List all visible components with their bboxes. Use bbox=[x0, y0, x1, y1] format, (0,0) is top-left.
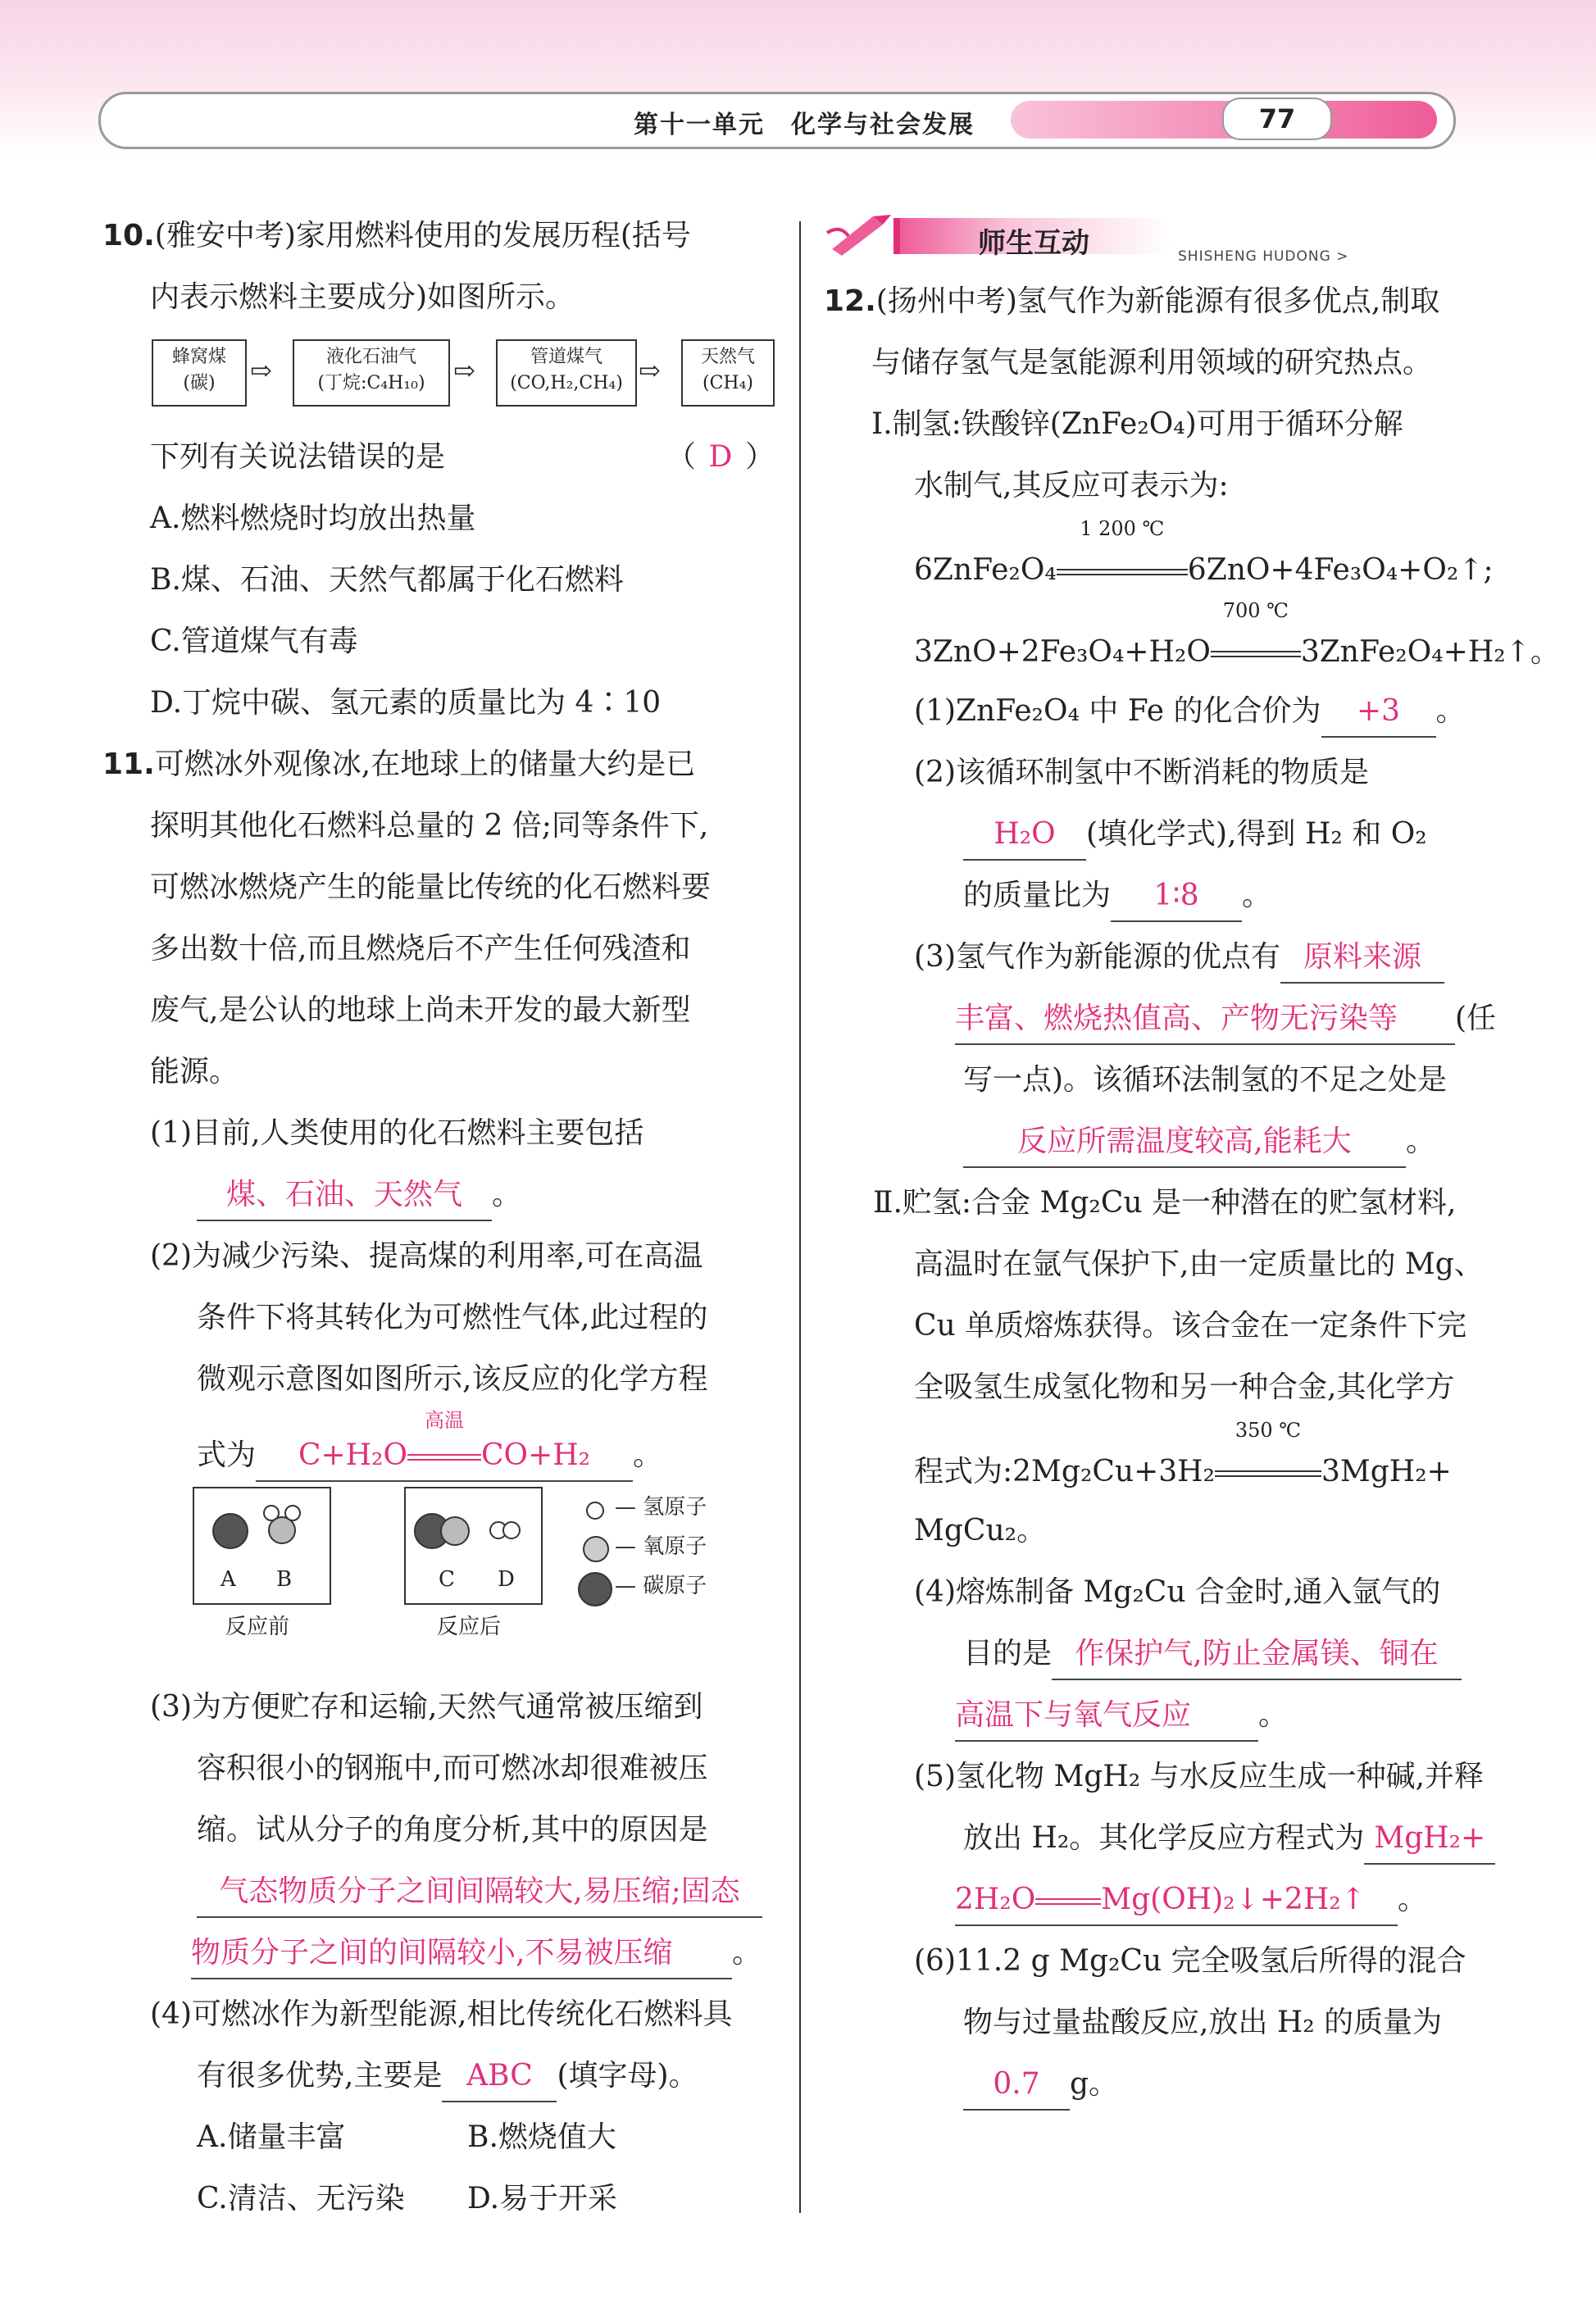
q11-p3-answer-2: 物质分子之间的间隔较小,不易被压缩 bbox=[191, 1929, 732, 1979]
section-pinyin: SHISHENG HUDONG > bbox=[1178, 248, 1349, 265]
text-fragment: g。 bbox=[1070, 2067, 1119, 2101]
equals-sign bbox=[1057, 569, 1188, 575]
q12-s3-answer-3: 反应所需温度较高,能耗大 bbox=[963, 1117, 1406, 1168]
reaction-condition bbox=[1215, 1419, 1321, 1502]
text-fragment: 目的是 bbox=[963, 1637, 1053, 1670]
text-fragment: （ bbox=[666, 440, 696, 474]
equals-sign bbox=[1211, 651, 1301, 657]
q12-s2-line1: (2)该循环制氢中不断消耗的物质是 bbox=[914, 756, 1369, 789]
text-fragment: 。 bbox=[1435, 694, 1466, 728]
q12-s5-line2 bbox=[824, 1807, 1512, 1869]
text-fragment: (CH₄) bbox=[702, 373, 753, 393]
after-caption: 反应后 bbox=[437, 1615, 502, 1639]
q12-part2-line2: 高温时在氩气保护下,由一定质量比的 Mg、 bbox=[914, 1247, 1484, 1281]
q11-p3-line1: (3)为方便贮存和运输,天然气通常被压缩到 bbox=[150, 1690, 703, 1724]
q11-p3-line3: 缩。试从分子的角度分析,其中的原因是 bbox=[197, 1813, 708, 1847]
q11-intro-5: 废气,是公认的地球上尚未开发的最大新型 bbox=[150, 993, 691, 1027]
micro-reaction-diagram bbox=[102, 1475, 783, 1676]
q12-s3-answer-1: 原料来源 bbox=[1280, 933, 1444, 984]
q10-option-b: B.煤、石油、天然气都属于化石燃料 bbox=[150, 563, 624, 597]
page-header bbox=[98, 92, 1456, 149]
q10-option-d: D.丁烷中碳、氢元素的质量比为 4∶10 bbox=[150, 686, 662, 720]
text-fragment: ） bbox=[744, 440, 775, 474]
text-fragment: Mg(OH)₂↓+2H₂↑ bbox=[1101, 1883, 1366, 1916]
q10-line2: 内表示燃料主要成分)如图所示。 bbox=[150, 280, 575, 314]
q12-equation-2 bbox=[824, 598, 1560, 680]
q12-s5-answer-1: MgH₂+ bbox=[1364, 1814, 1495, 1865]
oxygen-atom-icon bbox=[583, 1536, 609, 1562]
text-fragment: 6ZnO+4Fe₃O₄+O₂↑; bbox=[1187, 553, 1494, 587]
reaction-condition bbox=[1057, 517, 1188, 601]
q12-s4-line2 bbox=[824, 1623, 1512, 1684]
flow-box-lpg bbox=[293, 339, 450, 407]
q12-s2-answer: H₂O bbox=[963, 810, 1086, 861]
text-fragment: 。 bbox=[1242, 879, 1272, 912]
hydrogen-atom-icon bbox=[263, 1505, 280, 1521]
q10-option-c: C.管道煤气有毒 bbox=[150, 625, 358, 658]
flow-box-coal bbox=[152, 339, 247, 407]
carbon-atom-icon bbox=[578, 1572, 612, 1606]
hydrogen-atom-icon bbox=[586, 1502, 604, 1520]
text-fragment: — 氢原子 bbox=[615, 1495, 707, 1520]
q12-s5-line3 bbox=[824, 1869, 1512, 1930]
text-fragment: D.易于开采 bbox=[467, 2182, 618, 2215]
q11-p3-answer2-line bbox=[102, 1922, 783, 1984]
text-fragment: 6ZnFe₂O₄ bbox=[914, 553, 1057, 587]
right-column bbox=[824, 205, 1560, 2115]
q10-answer-paren bbox=[666, 426, 775, 488]
flow-box-pipe-gas bbox=[496, 339, 637, 407]
q11-p2-line1: (2)为减少污染、提高煤的利用率,可在高温 bbox=[150, 1239, 703, 1273]
carbon-atom-icon bbox=[212, 1513, 248, 1549]
text-fragment: 。 bbox=[633, 1438, 663, 1472]
pen-icon bbox=[824, 208, 898, 257]
text-fragment: B bbox=[276, 1567, 293, 1592]
equals-sign bbox=[1035, 1898, 1101, 1905]
before-reaction-box bbox=[193, 1487, 331, 1605]
q12-equation-1 bbox=[824, 516, 1512, 598]
q12-s3-answer-2: 丰富、燃烧热值高、产物无污染等 bbox=[955, 994, 1455, 1045]
text-fragment: 天然气 bbox=[700, 347, 755, 367]
text-fragment: 2H₂O bbox=[955, 1883, 1036, 1916]
q12-line1 bbox=[824, 270, 1512, 332]
q11-options-row2 bbox=[102, 2168, 783, 2229]
unit-title: 第十一单元 化学与社会发展 bbox=[634, 111, 975, 139]
text-fragment: (3)氢气作为新能源的优点有 bbox=[914, 940, 1280, 974]
reaction-condition bbox=[407, 1409, 481, 1480]
text-fragment: 。 bbox=[1258, 1698, 1289, 1732]
before-caption: 反应前 bbox=[225, 1615, 290, 1639]
q12-s2-line3 bbox=[824, 865, 1512, 926]
text-fragment: 蜂窝煤 bbox=[171, 347, 226, 367]
q10-answer: D bbox=[708, 440, 733, 474]
section-title: 师生互动 bbox=[978, 227, 1089, 260]
text-fragment: (1)ZnFe₂O₄ 中 Fe 的化合价为 bbox=[914, 694, 1321, 728]
text-fragment: — 氧原子 bbox=[615, 1534, 707, 1559]
q12-s4-answer-2: 高温下与氧气反应 bbox=[955, 1691, 1258, 1742]
text-fragment: 1 200 ℃ bbox=[1080, 517, 1165, 540]
q11-p4-answer: ABC bbox=[442, 2052, 557, 2102]
text-fragment: 式为 bbox=[197, 1438, 257, 1472]
q12-s3-line4 bbox=[824, 1111, 1512, 1172]
hydrogen-atom-icon bbox=[502, 1521, 521, 1539]
text-fragment: (雅安中考)家用燃料使用的发展历程(括号 bbox=[154, 219, 691, 252]
q12-equation-3 bbox=[824, 1418, 1512, 1500]
q11-intro-4: 多出数十倍,而且燃烧后不产生任何残渣和 bbox=[150, 932, 691, 966]
fuel-history-flowchart bbox=[102, 328, 783, 426]
q12-s6-line3 bbox=[824, 2053, 1512, 2115]
text-fragment: (碳) bbox=[183, 373, 216, 393]
text-fragment: 3ZnO+2Fe₃O₄+H₂O bbox=[914, 635, 1211, 669]
q12-s6-line2: 物与过量盐酸反应,放出 H₂ 的质量为 bbox=[963, 2006, 1443, 2039]
q12-equation-3-tail: MgCu₂。 bbox=[914, 1514, 1047, 1547]
q12-part1-line1: Ⅰ.制氢:铁酸锌(ZnFe₂O₄)可用于循环分解 bbox=[871, 407, 1403, 441]
text-fragment: (CO,H₂,CH₄) bbox=[510, 373, 623, 393]
q12-s5-answer-2 bbox=[955, 1875, 1398, 1926]
q11-line1 bbox=[102, 734, 783, 795]
q12-s2-answer-ratio: 1∶8 bbox=[1111, 871, 1242, 922]
q11-p1-answer-line bbox=[102, 1164, 783, 1225]
q12-s1-answer: +3 bbox=[1321, 687, 1436, 738]
text-fragment: 高温 bbox=[425, 1409, 465, 1432]
q11-p2-line3: 微观示意图如图所示,该反应的化学方程 bbox=[197, 1362, 708, 1396]
text-fragment: A bbox=[221, 1567, 236, 1592]
q10-stem bbox=[102, 426, 783, 488]
flow-arrow-icon: ⇨ bbox=[453, 355, 475, 386]
q12-intro-2: 与储存氢气是氢能源利用领域的研究热点。 bbox=[871, 346, 1433, 379]
text-fragment: C+H₂O bbox=[298, 1438, 408, 1472]
q12-part1-line2: 水制气,其反应可表示为: bbox=[914, 469, 1229, 502]
q11-p2-equation-line bbox=[102, 1410, 783, 1475]
text-fragment: 可燃冰外观像冰,在地球上的储量大约是已 bbox=[154, 748, 696, 781]
reaction-condition bbox=[1035, 1875, 1101, 1924]
q10-option-a: A.燃料燃烧时均放出热量 bbox=[150, 502, 476, 535]
text-fragment: A.储量丰富 bbox=[197, 2120, 346, 2154]
q11-p3-line2: 容积很小的钢瓶中,而可燃冰却很难被压 bbox=[197, 1752, 708, 1785]
after-reaction-box bbox=[404, 1487, 543, 1605]
oxygen-atom-icon bbox=[440, 1516, 470, 1546]
text-fragment: B.燃烧值大 bbox=[467, 2120, 616, 2154]
q12-s5-line1: (5)氢化物 MgH₂ 与水反应生成一种碱,并释 bbox=[914, 1760, 1485, 1793]
text-fragment: 700 ℃ bbox=[1222, 599, 1289, 622]
text-fragment: C bbox=[439, 1567, 455, 1592]
q10-line1 bbox=[102, 205, 783, 266]
q11-p2-line2: 条件下将其转化为可燃性气体,此过程的 bbox=[197, 1301, 708, 1334]
text-fragment: 11. bbox=[102, 748, 155, 781]
text-fragment: (填字母)。 bbox=[557, 2059, 698, 2093]
q11-intro-2: 探明其他化石燃料总量的 2 倍;同等条件下, bbox=[150, 809, 709, 843]
text-fragment: 。 bbox=[1398, 1883, 1428, 1916]
text-fragment: 。 bbox=[732, 1936, 762, 1970]
q11-intro-3: 可燃冰燃烧产生的能量比传统的化石燃料要 bbox=[150, 870, 712, 904]
text-fragment: 350 ℃ bbox=[1235, 1419, 1302, 1442]
q11-intro-6: 能源。 bbox=[150, 1055, 239, 1088]
text-fragment: 液化石油气 bbox=[325, 347, 416, 367]
q12-s3-line1 bbox=[824, 926, 1512, 988]
text-fragment: (扬州中考)氢气作为新能源有很多优点,制取 bbox=[875, 284, 1440, 318]
text-fragment: (填化学式),得到 H₂ 和 O₂ bbox=[1086, 817, 1427, 851]
text-fragment: 放出 H₂。其化学反应方程式为 bbox=[963, 1821, 1365, 1855]
left-column bbox=[102, 205, 783, 2229]
q11-p2-answer bbox=[256, 1409, 633, 1482]
text-fragment: 的质量比为 bbox=[963, 879, 1112, 912]
q12-part2-line4: 全吸氢生成氢化物和另一种合金,其化学方 bbox=[914, 1370, 1455, 1404]
text-fragment: (任 bbox=[1455, 1002, 1497, 1035]
text-fragment: 管道煤气 bbox=[530, 347, 602, 367]
q11-p4-line1: (4)可燃冰作为新型能源,相比传统化石燃料具 bbox=[150, 1997, 733, 2031]
text-fragment: 。 bbox=[492, 1178, 522, 1211]
q11-p3-answer1-line bbox=[102, 1861, 783, 1922]
equals-sign bbox=[407, 1454, 481, 1461]
q12-s3-line3: 写一点)。该循环法制氢的不足之处是 bbox=[963, 1063, 1448, 1097]
q12-s4-answer-1: 作保护气,防止金属镁、铜在 bbox=[1052, 1629, 1462, 1680]
text-fragment: C.清洁、无污染 bbox=[197, 2182, 405, 2215]
q12-part2-line3: Cu 单质熔炼获得。该合金在一定条件下完 bbox=[914, 1309, 1467, 1343]
page-number: 77 bbox=[1222, 98, 1332, 140]
text-fragment: CO+H₂ bbox=[481, 1438, 591, 1472]
hydrogen-atom-icon bbox=[284, 1505, 301, 1521]
q11-p1-text: (1)目前,人类使用的化石燃料主要包括 bbox=[150, 1116, 644, 1150]
q12-s6-answer: 0.7 bbox=[963, 2060, 1070, 2111]
flow-arrow-icon: ⇨ bbox=[639, 355, 661, 386]
text-fragment: (丁烷:C₄H₁₀) bbox=[317, 373, 425, 393]
section-banner bbox=[824, 205, 1512, 270]
q12-s1 bbox=[824, 680, 1512, 742]
text-fragment: 10. bbox=[102, 219, 155, 252]
text-fragment: 3MgH₂+ bbox=[1321, 1455, 1452, 1488]
column-divider bbox=[799, 221, 801, 2213]
reaction-condition bbox=[1211, 599, 1301, 683]
text-fragment: — 碳原子 bbox=[615, 1574, 707, 1598]
text-fragment: 程式为:2Mg₂Cu+3H₂ bbox=[914, 1455, 1215, 1488]
text-fragment: 有很多优势,主要是 bbox=[197, 2059, 443, 2093]
q11-options-row1 bbox=[102, 2106, 783, 2168]
q11-p1-answer: 煤、石油、天然气 bbox=[197, 1170, 492, 1221]
q12-part2-line1: Ⅱ.贮氢:合金 Mg₂Cu 是一种潜在的贮氢材料, bbox=[873, 1186, 1457, 1220]
text-fragment: 。 bbox=[1406, 1125, 1436, 1158]
q12-s4-line3 bbox=[824, 1684, 1512, 1746]
q11-p4-line2 bbox=[102, 2045, 783, 2106]
q12-s2-line2 bbox=[824, 803, 1512, 865]
flow-box-natural-gas bbox=[681, 339, 775, 407]
q12-s6-line1: (6)11.2 g Mg₂Cu 完全吸氢后所得的混合 bbox=[914, 1944, 1466, 1978]
text-fragment: 下列有关说法错误的是 bbox=[150, 440, 446, 474]
text-fragment: D bbox=[498, 1567, 515, 1592]
flow-arrow-icon: ⇨ bbox=[250, 355, 272, 386]
text-fragment: 12. bbox=[824, 284, 876, 318]
q12-s3-line2 bbox=[824, 988, 1512, 1049]
text-fragment: 3ZnFe₂O₄+H₂↑。 bbox=[1300, 635, 1560, 669]
q11-p3-answer-1: 气态物质分子之间间隔较大,易压缩;固态 bbox=[197, 1867, 762, 1918]
q12-s4-line1: (4)熔炼制备 Mg₂Cu 合金时,通入氩气的 bbox=[914, 1575, 1441, 1609]
equals-sign bbox=[1215, 1470, 1321, 1477]
